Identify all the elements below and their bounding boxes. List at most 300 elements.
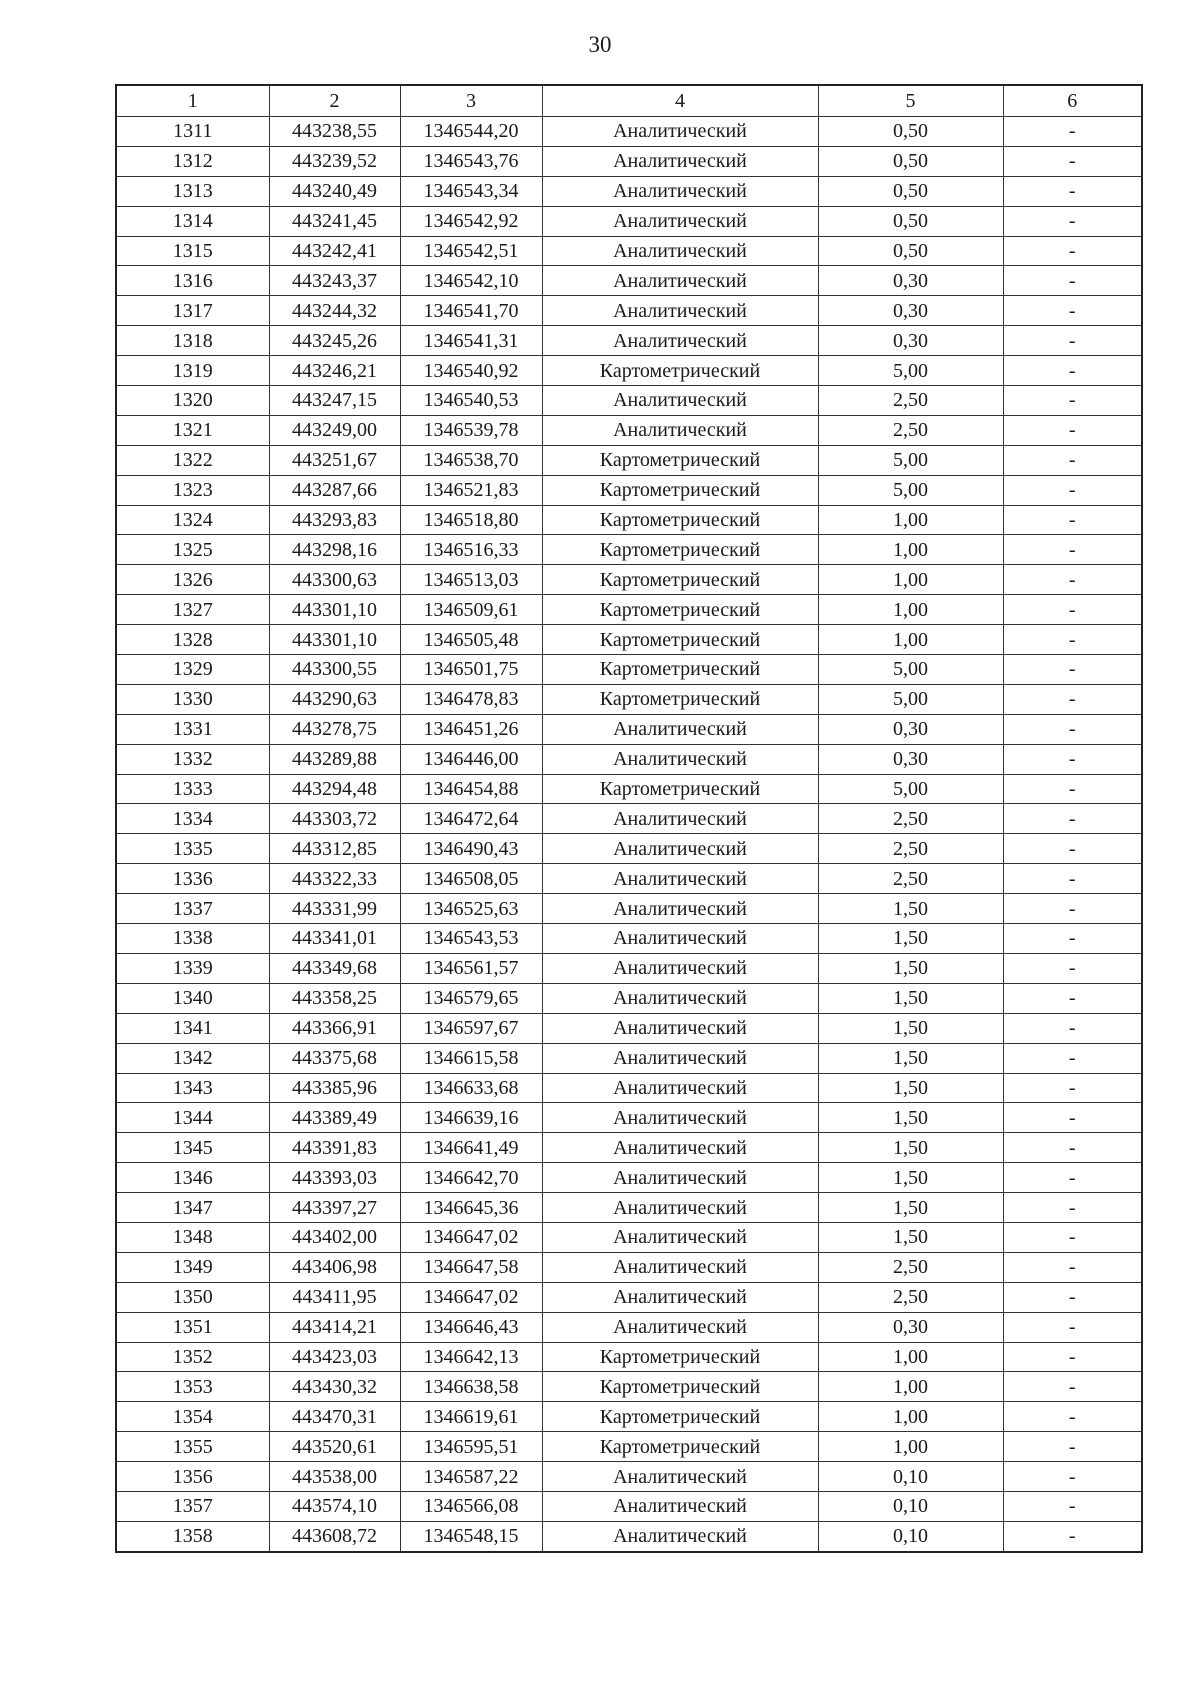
table-row (116, 1103, 1142, 1133)
y-coordinate-cell: 1346542,92 (400, 206, 542, 236)
accuracy-cell: 1,00 (818, 1402, 1003, 1432)
accuracy-cell: 0,50 (818, 206, 1003, 236)
accuracy-cell: 2,50 (818, 415, 1003, 445)
accuracy-cell: 5,00 (818, 684, 1003, 714)
accuracy-cell: 2,50 (818, 864, 1003, 894)
note-cell: - (1003, 1222, 1142, 1252)
accuracy-cell: 0,10 (818, 1491, 1003, 1521)
point-number-cell: 1325 (116, 535, 269, 565)
x-coordinate-cell: 443298,16 (269, 535, 400, 565)
note-cell: - (1003, 356, 1142, 386)
y-coordinate-cell: 1346647,02 (400, 1282, 542, 1312)
y-coordinate-cell: 1346542,10 (400, 266, 542, 296)
table-row (116, 475, 1142, 505)
method-cell: Аналитический (542, 296, 818, 326)
y-coordinate-cell: 1346561,57 (400, 953, 542, 983)
y-coordinate-cell: 1346543,53 (400, 924, 542, 954)
accuracy-cell: 0,30 (818, 1312, 1003, 1342)
note-cell: - (1003, 1133, 1142, 1163)
accuracy-cell: 2,50 (818, 834, 1003, 864)
method-cell: Аналитический (542, 1073, 818, 1103)
point-number-cell: 1344 (116, 1103, 269, 1133)
table-row (116, 565, 1142, 595)
y-coordinate-cell: 1346642,13 (400, 1342, 542, 1372)
point-number-cell: 1317 (116, 296, 269, 326)
method-cell: Аналитический (542, 1103, 818, 1133)
point-number-cell: 1353 (116, 1372, 269, 1402)
method-cell: Аналитический (542, 1222, 818, 1252)
point-number-cell: 1357 (116, 1491, 269, 1521)
table-row (116, 774, 1142, 804)
y-coordinate-cell: 1346539,78 (400, 415, 542, 445)
note-cell: - (1003, 684, 1142, 714)
table-row (116, 894, 1142, 924)
table-row (116, 744, 1142, 774)
y-coordinate-cell: 1346516,33 (400, 535, 542, 565)
method-cell: Аналитический (542, 206, 818, 236)
x-coordinate-cell: 443300,55 (269, 655, 400, 685)
table-row (116, 386, 1142, 416)
note-cell: - (1003, 1372, 1142, 1402)
point-number-cell: 1349 (116, 1252, 269, 1282)
y-coordinate-cell: 1346478,83 (400, 684, 542, 714)
x-coordinate-cell: 443241,45 (269, 206, 400, 236)
note-cell: - (1003, 1491, 1142, 1521)
coordinates-table (115, 84, 1143, 1553)
y-coordinate-cell: 1346541,31 (400, 326, 542, 356)
note-cell: - (1003, 864, 1142, 894)
x-coordinate-cell: 443245,26 (269, 326, 400, 356)
accuracy-cell: 1,00 (818, 625, 1003, 655)
table-body (116, 117, 1142, 1552)
point-number-cell: 1314 (116, 206, 269, 236)
accuracy-cell: 2,50 (818, 1282, 1003, 1312)
method-cell: Картометрический (542, 356, 818, 386)
method-cell: Картометрический (542, 475, 818, 505)
note-cell: - (1003, 595, 1142, 625)
y-coordinate-cell: 1346647,02 (400, 1222, 542, 1252)
y-coordinate-cell: 1346490,43 (400, 834, 542, 864)
x-coordinate-cell: 443249,00 (269, 415, 400, 445)
point-number-cell: 1347 (116, 1193, 269, 1223)
note-cell: - (1003, 386, 1142, 416)
point-number-cell: 1351 (116, 1312, 269, 1342)
point-number-cell: 1315 (116, 236, 269, 266)
accuracy-cell: 1,00 (818, 1372, 1003, 1402)
point-number-cell: 1320 (116, 386, 269, 416)
point-number-cell: 1334 (116, 804, 269, 834)
x-coordinate-cell: 443470,31 (269, 1402, 400, 1432)
table-header-row (116, 85, 1142, 117)
accuracy-cell: 1,50 (818, 924, 1003, 954)
method-cell: Аналитический (542, 146, 818, 176)
method-cell: Аналитический (542, 1521, 818, 1551)
x-coordinate-cell: 443414,21 (269, 1312, 400, 1342)
note-cell: - (1003, 1521, 1142, 1551)
y-coordinate-cell: 1346587,22 (400, 1462, 542, 1492)
table-row (116, 146, 1142, 176)
x-coordinate-cell: 443312,85 (269, 834, 400, 864)
method-cell: Картометрический (542, 595, 818, 625)
accuracy-cell: 1,00 (818, 595, 1003, 625)
point-number-cell: 1329 (116, 655, 269, 685)
method-cell: Картометрический (542, 774, 818, 804)
method-cell: Аналитический (542, 1312, 818, 1342)
y-coordinate-cell: 1346597,67 (400, 1013, 542, 1043)
point-number-cell: 1311 (116, 117, 269, 147)
method-cell: Картометрический (542, 1432, 818, 1462)
point-number-cell: 1335 (116, 834, 269, 864)
table-row (116, 505, 1142, 535)
table-row (116, 804, 1142, 834)
x-coordinate-cell: 443278,75 (269, 714, 400, 744)
point-number-cell: 1327 (116, 595, 269, 625)
point-number-cell: 1346 (116, 1163, 269, 1193)
table-row (116, 1342, 1142, 1372)
method-cell: Картометрический (542, 445, 818, 475)
note-cell: - (1003, 1402, 1142, 1432)
method-cell: Аналитический (542, 266, 818, 296)
note-cell: - (1003, 1103, 1142, 1133)
accuracy-cell: 1,50 (818, 1103, 1003, 1133)
note-cell: - (1003, 1193, 1142, 1223)
table-row (116, 326, 1142, 356)
column-header: 2 (269, 85, 400, 117)
x-coordinate-cell: 443239,52 (269, 146, 400, 176)
y-coordinate-cell: 1346454,88 (400, 774, 542, 804)
x-coordinate-cell: 443251,67 (269, 445, 400, 475)
note-cell: - (1003, 924, 1142, 954)
note-cell: - (1003, 894, 1142, 924)
note-cell: - (1003, 415, 1142, 445)
x-coordinate-cell: 443375,68 (269, 1043, 400, 1073)
y-coordinate-cell: 1346543,34 (400, 176, 542, 206)
point-number-cell: 1332 (116, 744, 269, 774)
note-cell: - (1003, 774, 1142, 804)
x-coordinate-cell: 443322,33 (269, 864, 400, 894)
column-header: 5 (818, 85, 1003, 117)
y-coordinate-cell: 1346513,03 (400, 565, 542, 595)
x-coordinate-cell: 443301,10 (269, 625, 400, 655)
y-coordinate-cell: 1346641,49 (400, 1133, 542, 1163)
table-row (116, 1312, 1142, 1342)
y-coordinate-cell: 1346525,63 (400, 894, 542, 924)
table-row (116, 356, 1142, 386)
x-coordinate-cell: 443341,01 (269, 924, 400, 954)
point-number-cell: 1355 (116, 1432, 269, 1462)
accuracy-cell: 0,30 (818, 744, 1003, 774)
table-row (116, 1521, 1142, 1551)
method-cell: Аналитический (542, 744, 818, 774)
x-coordinate-cell: 443391,83 (269, 1133, 400, 1163)
x-coordinate-cell: 443411,95 (269, 1282, 400, 1312)
note-cell: - (1003, 983, 1142, 1013)
accuracy-cell: 0,50 (818, 176, 1003, 206)
x-coordinate-cell: 443331,99 (269, 894, 400, 924)
note-cell: - (1003, 326, 1142, 356)
y-coordinate-cell: 1346619,61 (400, 1402, 542, 1432)
accuracy-cell: 2,50 (818, 1252, 1003, 1282)
method-cell: Аналитический (542, 924, 818, 954)
accuracy-cell: 1,00 (818, 1342, 1003, 1372)
table-row (116, 1491, 1142, 1521)
method-cell: Картометрический (542, 565, 818, 595)
method-cell: Аналитический (542, 714, 818, 744)
y-coordinate-cell: 1346540,53 (400, 386, 542, 416)
method-cell: Картометрический (542, 1372, 818, 1402)
point-number-cell: 1333 (116, 774, 269, 804)
note-cell: - (1003, 236, 1142, 266)
point-number-cell: 1343 (116, 1073, 269, 1103)
table-row (116, 924, 1142, 954)
point-number-cell: 1345 (116, 1133, 269, 1163)
accuracy-cell: 0,30 (818, 326, 1003, 356)
method-cell: Аналитический (542, 1252, 818, 1282)
note-cell: - (1003, 146, 1142, 176)
accuracy-cell: 0,30 (818, 714, 1003, 744)
accuracy-cell: 1,50 (818, 1073, 1003, 1103)
point-number-cell: 1358 (116, 1521, 269, 1551)
y-coordinate-cell: 1346638,58 (400, 1372, 542, 1402)
table-row (116, 1282, 1142, 1312)
note-cell: - (1003, 1073, 1142, 1103)
table-row (116, 1163, 1142, 1193)
y-coordinate-cell: 1346505,48 (400, 625, 542, 655)
accuracy-cell: 0,50 (818, 117, 1003, 147)
y-coordinate-cell: 1346472,64 (400, 804, 542, 834)
point-number-cell: 1319 (116, 356, 269, 386)
point-number-cell: 1336 (116, 864, 269, 894)
point-number-cell: 1356 (116, 1462, 269, 1492)
note-cell: - (1003, 655, 1142, 685)
table-row (116, 535, 1142, 565)
accuracy-cell: 1,00 (818, 535, 1003, 565)
y-coordinate-cell: 1346615,58 (400, 1043, 542, 1073)
accuracy-cell: 2,50 (818, 804, 1003, 834)
method-cell: Аналитический (542, 834, 818, 864)
point-number-cell: 1324 (116, 505, 269, 535)
x-coordinate-cell: 443247,15 (269, 386, 400, 416)
x-coordinate-cell: 443246,21 (269, 356, 400, 386)
note-cell: - (1003, 206, 1142, 236)
y-coordinate-cell: 1346521,83 (400, 475, 542, 505)
accuracy-cell: 0,30 (818, 296, 1003, 326)
accuracy-cell: 1,50 (818, 953, 1003, 983)
accuracy-cell: 0,50 (818, 236, 1003, 266)
table-row (116, 415, 1142, 445)
x-coordinate-cell: 443402,00 (269, 1222, 400, 1252)
point-number-cell: 1328 (116, 625, 269, 655)
page-number: 30 (588, 32, 612, 57)
accuracy-cell: 0,10 (818, 1521, 1003, 1551)
method-cell: Аналитический (542, 1193, 818, 1223)
accuracy-cell: 5,00 (818, 655, 1003, 685)
method-cell: Аналитический (542, 1013, 818, 1043)
table-row (116, 206, 1142, 236)
table-row (116, 266, 1142, 296)
y-coordinate-cell: 1346508,05 (400, 864, 542, 894)
note-cell: - (1003, 1462, 1142, 1492)
point-number-cell: 1352 (116, 1342, 269, 1372)
method-cell: Картометрический (542, 625, 818, 655)
note-cell: - (1003, 804, 1142, 834)
accuracy-cell: 1,50 (818, 1013, 1003, 1043)
method-cell: Аналитический (542, 1282, 818, 1312)
note-cell: - (1003, 475, 1142, 505)
note-cell: - (1003, 834, 1142, 864)
y-coordinate-cell: 1346509,61 (400, 595, 542, 625)
y-coordinate-cell: 1346544,20 (400, 117, 542, 147)
accuracy-cell: 0,30 (818, 266, 1003, 296)
note-cell: - (1003, 535, 1142, 565)
accuracy-cell: 1,50 (818, 1163, 1003, 1193)
method-cell: Аналитический (542, 415, 818, 445)
note-cell: - (1003, 296, 1142, 326)
point-number-cell: 1337 (116, 894, 269, 924)
x-coordinate-cell: 443358,25 (269, 983, 400, 1013)
y-coordinate-cell: 1346595,51 (400, 1432, 542, 1462)
note-cell: - (1003, 625, 1142, 655)
y-coordinate-cell: 1346538,70 (400, 445, 542, 475)
method-cell: Аналитический (542, 326, 818, 356)
point-number-cell: 1339 (116, 953, 269, 983)
x-coordinate-cell: 443608,72 (269, 1521, 400, 1551)
accuracy-cell: 0,50 (818, 146, 1003, 176)
x-coordinate-cell: 443293,83 (269, 505, 400, 535)
table-row (116, 834, 1142, 864)
x-coordinate-cell: 443294,48 (269, 774, 400, 804)
accuracy-cell: 2,50 (818, 386, 1003, 416)
table-row (116, 1133, 1142, 1163)
method-cell: Аналитический (542, 804, 818, 834)
method-cell: Аналитический (542, 1491, 818, 1521)
method-cell: Аналитический (542, 1133, 818, 1163)
method-cell: Картометрический (542, 505, 818, 535)
note-cell: - (1003, 505, 1142, 535)
point-number-cell: 1331 (116, 714, 269, 744)
table-row (116, 1402, 1142, 1432)
method-cell: Аналитический (542, 1462, 818, 1492)
x-coordinate-cell: 443290,63 (269, 684, 400, 714)
note-cell: - (1003, 744, 1142, 774)
x-coordinate-cell: 443287,66 (269, 475, 400, 505)
accuracy-cell: 1,50 (818, 983, 1003, 1013)
x-coordinate-cell: 443242,41 (269, 236, 400, 266)
table-row (116, 1432, 1142, 1462)
accuracy-cell: 5,00 (818, 356, 1003, 386)
y-coordinate-cell: 1346518,80 (400, 505, 542, 535)
table-row (116, 1073, 1142, 1103)
x-coordinate-cell: 443389,49 (269, 1103, 400, 1133)
method-cell: Аналитический (542, 953, 818, 983)
x-coordinate-cell: 443406,98 (269, 1252, 400, 1282)
table-row (116, 1252, 1142, 1282)
method-cell: Аналитический (542, 117, 818, 147)
y-coordinate-cell: 1346543,76 (400, 146, 542, 176)
column-header: 6 (1003, 85, 1142, 117)
note-cell: - (1003, 117, 1142, 147)
x-coordinate-cell: 443238,55 (269, 117, 400, 147)
accuracy-cell: 5,00 (818, 445, 1003, 475)
method-cell: Аналитический (542, 236, 818, 266)
y-coordinate-cell: 1346451,26 (400, 714, 542, 744)
table-row (116, 625, 1142, 655)
x-coordinate-cell: 443289,88 (269, 744, 400, 774)
note-cell: - (1003, 1013, 1142, 1043)
accuracy-cell: 1,50 (818, 1222, 1003, 1252)
y-coordinate-cell: 1346566,08 (400, 1491, 542, 1521)
table-row (116, 983, 1142, 1013)
x-coordinate-cell: 443520,61 (269, 1432, 400, 1462)
y-coordinate-cell: 1346639,16 (400, 1103, 542, 1133)
accuracy-cell: 5,00 (818, 475, 1003, 505)
y-coordinate-cell: 1346446,00 (400, 744, 542, 774)
point-number-cell: 1313 (116, 176, 269, 206)
accuracy-cell: 1,50 (818, 894, 1003, 924)
y-coordinate-cell: 1346501,75 (400, 655, 542, 685)
accuracy-cell: 1,50 (818, 1133, 1003, 1163)
method-cell: Аналитический (542, 176, 818, 206)
x-coordinate-cell: 443240,49 (269, 176, 400, 206)
note-cell: - (1003, 1252, 1142, 1282)
table-row (116, 1372, 1142, 1402)
x-coordinate-cell: 443385,96 (269, 1073, 400, 1103)
note-cell: - (1003, 176, 1142, 206)
table-row (116, 445, 1142, 475)
x-coordinate-cell: 443303,72 (269, 804, 400, 834)
method-cell: Аналитический (542, 983, 818, 1013)
y-coordinate-cell: 1346645,36 (400, 1193, 542, 1223)
x-coordinate-cell: 443349,68 (269, 953, 400, 983)
point-number-cell: 1323 (116, 475, 269, 505)
point-number-cell: 1350 (116, 1282, 269, 1312)
accuracy-cell: 1,00 (818, 505, 1003, 535)
y-coordinate-cell: 1346579,65 (400, 983, 542, 1013)
table-row (116, 655, 1142, 685)
table-row (116, 684, 1142, 714)
point-number-cell: 1312 (116, 146, 269, 176)
x-coordinate-cell: 443244,32 (269, 296, 400, 326)
y-coordinate-cell: 1346548,15 (400, 1521, 542, 1551)
point-number-cell: 1342 (116, 1043, 269, 1073)
y-coordinate-cell: 1346541,70 (400, 296, 542, 326)
accuracy-cell: 1,50 (818, 1193, 1003, 1223)
y-coordinate-cell: 1346633,68 (400, 1073, 542, 1103)
x-coordinate-cell: 443538,00 (269, 1462, 400, 1492)
x-coordinate-cell: 443574,10 (269, 1491, 400, 1521)
method-cell: Картометрический (542, 684, 818, 714)
note-cell: - (1003, 1282, 1142, 1312)
point-number-cell: 1322 (116, 445, 269, 475)
x-coordinate-cell: 443300,63 (269, 565, 400, 595)
method-cell: Картометрический (542, 535, 818, 565)
accuracy-cell: 0,10 (818, 1462, 1003, 1492)
method-cell: Аналитический (542, 864, 818, 894)
accuracy-cell: 5,00 (818, 774, 1003, 804)
table-row (116, 1222, 1142, 1252)
point-number-cell: 1340 (116, 983, 269, 1013)
x-coordinate-cell: 443366,91 (269, 1013, 400, 1043)
method-cell: Аналитический (542, 894, 818, 924)
table-row (116, 296, 1142, 326)
accuracy-cell: 1,00 (818, 1432, 1003, 1462)
note-cell: - (1003, 1342, 1142, 1372)
x-coordinate-cell: 443397,27 (269, 1193, 400, 1223)
x-coordinate-cell: 443430,32 (269, 1372, 400, 1402)
y-coordinate-cell: 1346542,51 (400, 236, 542, 266)
column-header: 4 (542, 85, 818, 117)
method-cell: Картометрический (542, 655, 818, 685)
